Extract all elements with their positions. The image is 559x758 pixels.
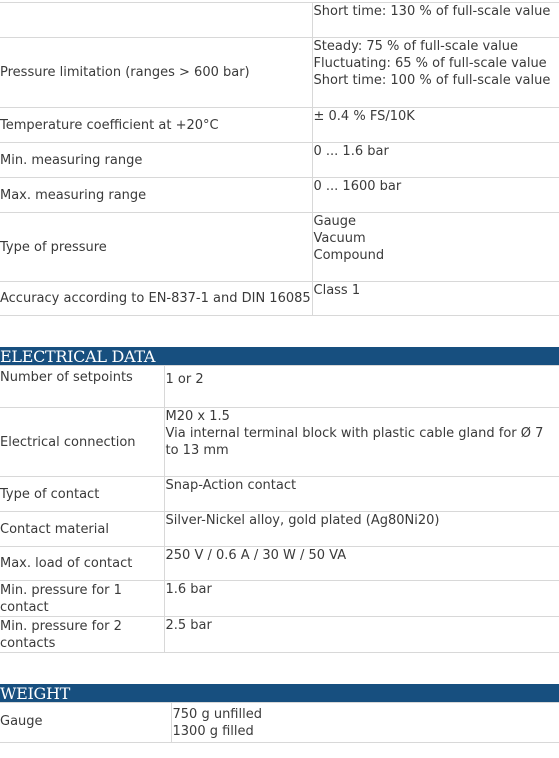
row-value: ± 0.4 % FS/10K [312,108,559,143]
row-value: Silver-Nickel alloy, gold plated (Ag80Ni20) [164,512,559,547]
row-value: Snap-Action contact [164,477,559,512]
table-row [0,477,559,512]
row-label: Min. pressure for 2 contacts [0,617,164,653]
row-value: 0 ... 1600 bar [312,178,559,213]
row-value: 1 or 2 [164,366,559,408]
row-value: M20 x 1.5 Via internal terminal block with plastic cable gland for Ø 7 to 13 mm [164,408,559,477]
row-label: Min. measuring range [0,143,312,178]
row-label: Electrical connection [0,408,164,477]
table-row [0,703,559,743]
row-label: Temperature coefficient at +20°C [0,108,312,143]
row-value: Short time: 130 % of full-scale value [312,3,559,38]
table-row [0,3,559,38]
table-row [0,213,559,282]
row-label [0,3,312,38]
row-value: Class 1 [312,282,559,316]
table-row [0,143,559,178]
row-label: Accuracy according to EN-837-1 and DIN 16085 [0,282,312,316]
row-value: 1.6 bar [164,581,559,617]
row-label: Contact material [0,512,164,547]
row-label: Number of setpoints [0,366,164,408]
table-row [0,366,559,408]
row-label: Max. measuring range [0,178,312,213]
table-row [0,408,559,477]
table-row [0,282,559,316]
table-row [0,547,559,581]
row-value: 750 g unfilled 1300 g filled [171,703,559,743]
row-value: Steady: 75 % of full-scale value Fluctuating: 65 % of full-scale value Short time: 100 % of full-scale value [312,38,559,108]
table-row [0,512,559,547]
row-label: Max. load of contact [0,547,164,581]
row-value: Gauge Vacuum Compound [312,213,559,282]
row-label: Gauge [0,703,171,743]
section-header-electrical: ELECTRICAL DATA [0,347,559,365]
table-row [0,108,559,143]
row-label: Pressure limitation (ranges > 600 bar) [0,38,312,108]
row-label: Type of contact [0,477,164,512]
table-row [0,581,559,617]
section-header-weight: WEIGHT [0,684,559,702]
table-row [0,617,559,653]
row-value: 250 V / 0.6 A / 30 W / 50 VA [164,547,559,581]
weight-table [0,702,559,743]
row-label: Type of pressure [0,213,312,282]
table-row [0,38,559,108]
pressure-spec-table [0,2,559,316]
table-row [0,178,559,213]
row-label: Min. pressure for 1 contact [0,581,164,617]
row-value: 0 ... 1.6 bar [312,143,559,178]
row-value: 2.5 bar [164,617,559,653]
electrical-data-table [0,365,559,653]
